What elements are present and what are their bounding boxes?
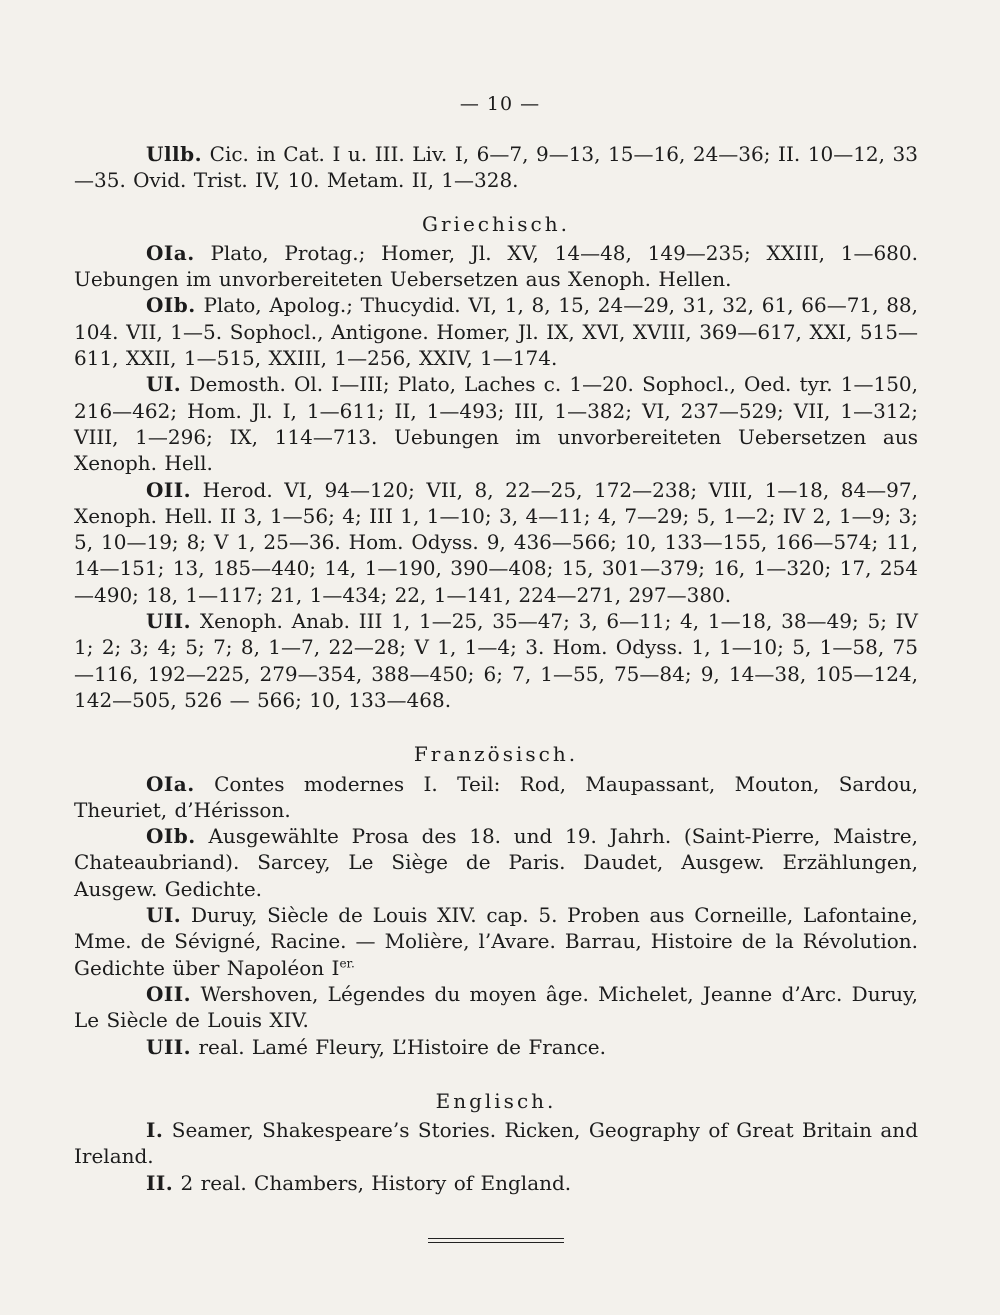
page-number: — 10 — bbox=[459, 93, 541, 115]
paragraph-text: real. Lamé Fleury, L’Histoire de France. bbox=[198, 1034, 606, 1059]
class-label: OIb. bbox=[146, 824, 196, 849]
class-label: OIa. bbox=[146, 240, 195, 265]
paragraph-text: Wershoven, Légendes du moyen âge. Michelet, Jeanne d’Arc. Duruy, Le Siècle de Louis XIV. bbox=[74, 981, 919, 1033]
class-label: UI. bbox=[146, 903, 182, 928]
class-label: OII. bbox=[146, 981, 192, 1006]
class-label: UII. bbox=[146, 1034, 192, 1059]
section-heading-english: Englisch. bbox=[435, 1088, 557, 1113]
paragraph-text: 2 real. Chambers, History of England. bbox=[180, 1170, 572, 1195]
paragraph-text: Ausgewählte Prosa des 18. und 19. Jahrh. (Saint-Pierre, Maistre, Chateaubriand). Sarcey, Le Siège de Paris. Daudet, Ausgew. Erzählungen, Ausgew. Gedichte. bbox=[74, 824, 918, 901]
paragraph-greek-oii bbox=[74, 477, 918, 608]
class-label: OII. bbox=[146, 477, 192, 502]
paragraph-text: Contes modernes I. Teil: Rod, Maupassant, Mouton, Sardou, Theuriet, d’Hérisson. bbox=[74, 771, 918, 822]
superscript: er. bbox=[339, 955, 355, 970]
class-label: OIb. bbox=[146, 293, 196, 318]
section-heading-french: Französisch. bbox=[413, 742, 579, 767]
paragraph-text: Duruy, Siècle de Louis XIV. cap. 5. Proben aus Corneille, Lafontaine, Mme. de Sévigné, Racine. — Molière, l’Avare. Barrau, Histoire de la Révolution. Gedichte über Napoléon I bbox=[74, 903, 918, 980]
paragraph-text: Herod. VI, 94—120; VII, 8, 22—25, 172—238; VIII, 1—18, 84—97, Xenoph. Hell. II 3, 1—56; 4; III 1, 1—10; 3, 4—11; 4, 7—29; 5, 1—2; IV 2, 1—9; 3; 5, 10—19; 8; V 1, 25—36. Hom. Odyss. 9, 436—566; 10, 133—155, 166—574; 11, 14—151; 13, 185—440; 14, 1—190, 390—408; 15, 301—379; 16, 1—320; 17, 254—490; 18, 1—117; 21, 1—434; 22, 1—141, 224—271, 297—380. bbox=[74, 477, 918, 607]
paragraph-english-ii bbox=[74, 1170, 918, 1196]
document-body bbox=[74, 141, 918, 1243]
paragraph-french-ui bbox=[74, 902, 918, 981]
paragraph-text: Seamer, Shakespeare’s Stories. Ricken, Geography of Great Britain and Ireland. bbox=[74, 1118, 918, 1169]
paragraph-text: Plato, Apolog.; Thucydid. VI, 1, 8, 15, 24—29, 31, 32, 61, 66—71, 88, 104. VII, 1—5. Sophocl., Antigone. Homer, Jl. IX, XVI, XVIII, 369—617, XXI, 515—611, XXII, 1—515, XXIII, 1—256, XXIV, 1—174. bbox=[74, 293, 919, 371]
class-label: OIa. bbox=[146, 771, 195, 796]
class-label: I. bbox=[146, 1118, 164, 1143]
paragraph-greek-oia bbox=[74, 240, 918, 293]
class-label: II. bbox=[146, 1170, 174, 1195]
section-heading-greek: Griechisch. bbox=[422, 211, 570, 236]
paragraph-greek-oib bbox=[74, 292, 918, 371]
paragraph-french-oib bbox=[74, 823, 918, 902]
paragraph-text: Xenoph. Anab. III 1, 1—25, 35—47; 3, 6—11; 4, 1—18, 38—49; 5; IV 1; 2; 3; 4; 5; 7; 8, 1—7, 22—28; V 1, 1—4; 3. Hom. Odyss. 1, 1—10; 5, 1—58, 75—116, 192—225, 279—354, 388—450; 6; 7, 1—55, 75—84; 9, 14—38, 105—124, 142—505, 526 — 566; 10, 133—468. bbox=[74, 609, 918, 712]
paragraph-greek-ui bbox=[74, 371, 918, 476]
class-label: UII. bbox=[146, 609, 192, 634]
class-label: UI. bbox=[146, 372, 182, 397]
paragraph-text: Plato, Protag.; Homer, Jl. XV, 14—48, 149—235; XXIII, 1—680. Uebungen im unvorbereiteten Uebersetzen aus Xenoph. Hellen. bbox=[74, 240, 918, 292]
paragraph-english-i bbox=[74, 1117, 918, 1170]
paragraph-french-uii bbox=[74, 1034, 918, 1060]
paragraph-text: Demosth. Ol. I—III; Plato, Laches c. 1—20. Sophocl., Oed. tyr. 1—150, 216—462; Hom. Jl. I, 1—611; II, 1—493; III, 1—382; VI, 237—529; VII, 1—312; VIII, 1—296; IX, 114—713. Uebungen im unvorbereiteten Uebersetzen aus Xenoph. Hell. bbox=[74, 372, 919, 476]
paragraph-latin-ullb bbox=[74, 141, 918, 194]
paragraph-french-oii bbox=[74, 981, 918, 1034]
paragraph-french-oia bbox=[74, 771, 918, 824]
paragraph-greek-uii bbox=[74, 608, 918, 713]
closing-double-rule bbox=[428, 1238, 564, 1243]
class-label: Ullb. bbox=[146, 142, 203, 166]
paragraph-text: Cic. in Cat. I u. III. Liv. I, 6—7, 9—13, 15—16, 24—36; II. 10—12, 33—35. Ovid. Trist. IV, 10. Metam. II, 1—328. bbox=[74, 142, 919, 193]
